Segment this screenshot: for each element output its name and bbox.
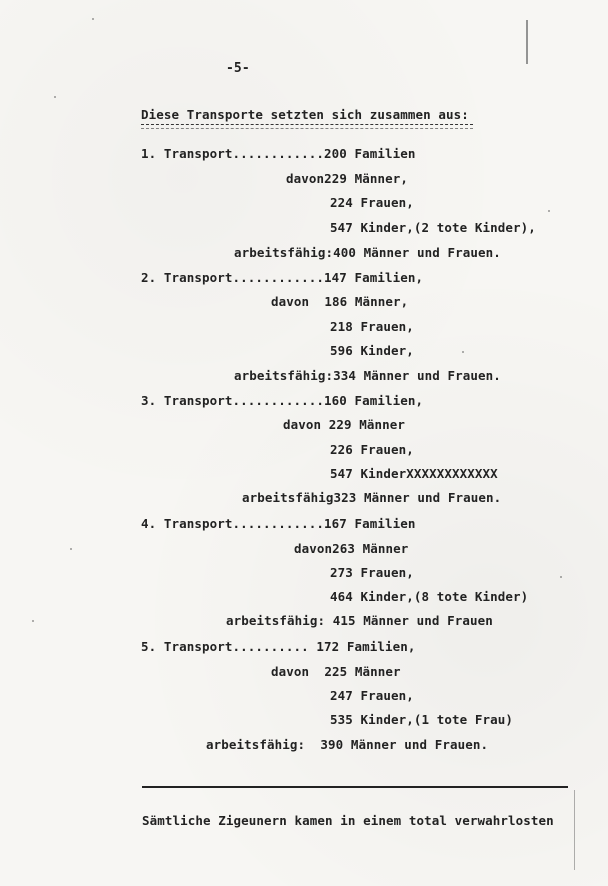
transport-1-line: 1. Transport............200 Familien <box>141 146 416 161</box>
paper-speck <box>548 210 550 212</box>
margin-mark <box>574 790 575 870</box>
paper-speck <box>32 620 34 622</box>
transport-1-workable: arbeitsfähig:400 Männer und Frauen. <box>234 245 501 260</box>
transport-3-women: 226 Frauen, <box>330 442 414 457</box>
transport-3-children: 547 KinderXXXXXXXXXXXX <box>330 466 498 481</box>
transport-5-workable: arbeitsfähig: 390 Männer und Frauen. <box>206 737 489 752</box>
transport-1-children: 547 Kinder,(2 tote Kinder), <box>330 220 536 235</box>
transport-2-workable: arbeitsfähig:334 Männer und Frauen. <box>234 368 501 383</box>
transport-3-men: davon 229 Männer <box>283 417 406 432</box>
separator-line <box>142 786 568 788</box>
transport-4-women: 273 Frauen, <box>330 565 414 580</box>
transport-5-children: 535 Kinder,(1 tote Frau) <box>330 712 514 727</box>
transport-4-children: 464 Kinder,(8 tote Kinder) <box>330 589 529 604</box>
transport-5-line: 5. Transport.......... 172 Familien, <box>141 639 416 654</box>
transport-1-women: 224 Frauen, <box>330 195 414 210</box>
transport-2-line: 2. Transport............147 Familien, <box>141 270 424 285</box>
transport-1-men: davon229 Männer, <box>286 171 409 186</box>
transport-5-women: 247 Frauen, <box>330 688 414 703</box>
transport-4-line: 4. Transport............167 Familien <box>141 516 416 531</box>
transport-4-men: davon263 Männer <box>294 541 409 556</box>
heading-underline <box>141 128 473 129</box>
continuation-text: Sämtliche Zigeunern kamen in einem total verwahrlosten <box>142 813 554 828</box>
paper-speck <box>92 18 94 20</box>
transport-5-men: davon 225 Männer <box>271 664 401 679</box>
transport-3-line: 3. Transport............160 Familien, <box>141 393 424 408</box>
page-number: -5- <box>226 61 250 76</box>
transport-2-women: 218 Frauen, <box>330 319 414 334</box>
paper-speck <box>70 548 72 550</box>
transport-2-children: 596 Kinder, <box>330 343 414 358</box>
heading-underline <box>141 124 473 125</box>
transport-2-men: davon 186 Männer, <box>271 294 409 309</box>
margin-mark <box>526 20 528 64</box>
paper-speck <box>462 351 464 353</box>
paper-speck <box>560 576 562 578</box>
transport-4-workable: arbeitsfähig: 415 Männer und Frauen <box>226 613 493 628</box>
transport-3-workable: arbeitsfähig323 Männer und Frauen. <box>242 490 502 505</box>
section-heading: Diese Transporte setzten sich zusammen aus: <box>141 107 469 122</box>
paper-speck <box>54 96 56 98</box>
